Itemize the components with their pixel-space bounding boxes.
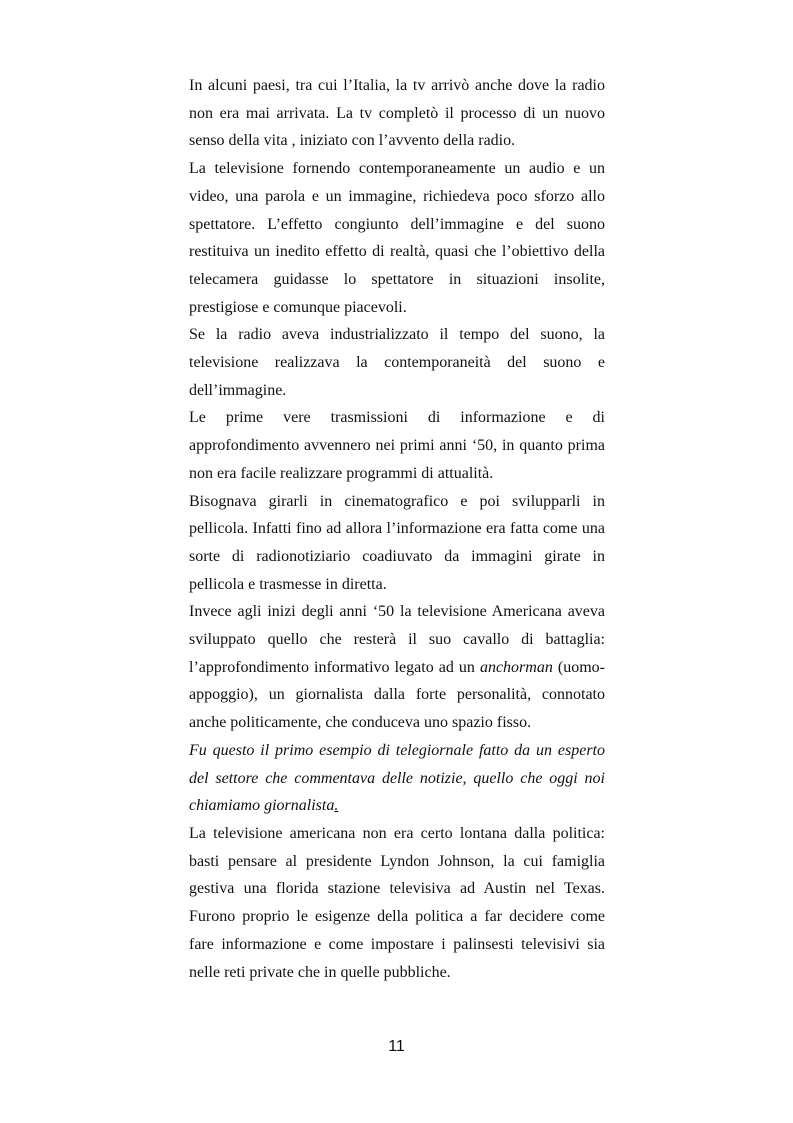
paragraph-audio-video <box>189 155 605 321</box>
text-line: pellicola. Infatti fino ad allora l’informazione era fatta come una <box>189 520 605 538</box>
text-line: sviluppato quello che resterà il suo cavallo di battaglia: <box>189 631 605 649</box>
text-line-anchorman <box>189 654 605 682</box>
text-line: fare informazione e come impostare i palinsesti televisivi sia <box>189 935 605 953</box>
text-line: restituiva un inedito effetto di realtà, quasi che l’obiettivo della <box>189 243 605 261</box>
text-line: spettatore. L’effetto congiunto dell’immagine e del suono <box>189 215 605 233</box>
text-line: Se la radio aveva industrializzato il tempo del suono, la <box>189 326 605 344</box>
text-line: Fu questo il primo esempio di telegiornale fatto da un esperto <box>189 741 605 759</box>
text-line: Bisognava girarli in cinematografico e poi svilupparli in <box>189 492 605 510</box>
text-line: non era facile realizzare programmi di attualità. <box>189 464 494 482</box>
text-line: pellicola e trasmesse in diretta. <box>189 575 387 593</box>
text-line: Le prime vere trasmissioni di informazione e di <box>189 409 605 427</box>
paragraph-first-broadcasts <box>189 404 605 487</box>
text-line: Furono proprio le esigenze della politica a far decidere come <box>189 908 605 926</box>
paragraph-american-tv <box>189 598 605 737</box>
underlined-period: . <box>334 797 339 815</box>
text-line: Invece agli inizi degli anni ‘50 la televisione Americana aveva <box>189 603 605 621</box>
body-text <box>189 72 605 986</box>
text-line: La televisione americana non era certo lontana dalla politica: <box>189 824 605 842</box>
text-line: del settore che commentava delle notizie, quello che oggi noi <box>189 769 605 787</box>
text-line: non era mai arrivata. La tv completò il processo di un nuovo <box>189 104 605 122</box>
anchorman-term: anchorman <box>479 658 553 676</box>
paragraph-italy-tv <box>189 72 605 155</box>
text-fragment: l’approfondimento informativo legato ad un <box>189 658 480 676</box>
paragraph-first-newscast-italic <box>189 737 605 820</box>
text-line: telecamera guidasse lo spettatore in situazioni insolite, <box>189 270 605 288</box>
text-line: In alcuni paesi, tra cui l’Italia, la tv arrivò anche dove la radio <box>189 77 605 94</box>
text-line: basti pensare al presidente Lyndon Johnson, la cui famiglia <box>189 852 605 870</box>
paragraph-film <box>189 488 605 599</box>
text-line: approfondimento avvennero nei primi anni ‘50, in quanto prima <box>189 437 605 455</box>
page-number: 11 <box>388 1038 405 1055</box>
paragraph-politics <box>189 820 605 986</box>
text-line: prestigiose e comunque piacevoli. <box>189 298 407 316</box>
text-line: video, una parola e un immagine, richiedeva poco sforzo allo <box>189 187 605 205</box>
text-fragment: (uomo- <box>552 658 605 676</box>
text-line: La televisione fornendo contemporaneamente un audio e un <box>189 160 605 178</box>
text-line: sorte di radionotiziario coadiuvato da immagini girate in <box>189 547 605 565</box>
text-line <box>189 792 605 820</box>
text-line: anche politicamente, che conduceva uno spazio fisso. <box>189 714 532 732</box>
text-line: gestiva una florida stazione televisiva ad Austin nel Texas. <box>189 880 605 898</box>
text-line: dell’immagine. <box>189 381 287 399</box>
text-fragment: chiamiamo giornalista <box>189 797 335 815</box>
text-line: nelle reti private che in quelle pubbliche. <box>189 963 451 981</box>
text-line: senso della vita , iniziato con l’avvento della radio. <box>189 132 516 150</box>
text-line: appoggio), un giornalista dalla forte personalità, connotato <box>189 686 605 704</box>
text-line: televisione realizzava la contemporaneità del suono e <box>189 354 605 372</box>
paragraph-radio-comparison <box>189 321 605 404</box>
